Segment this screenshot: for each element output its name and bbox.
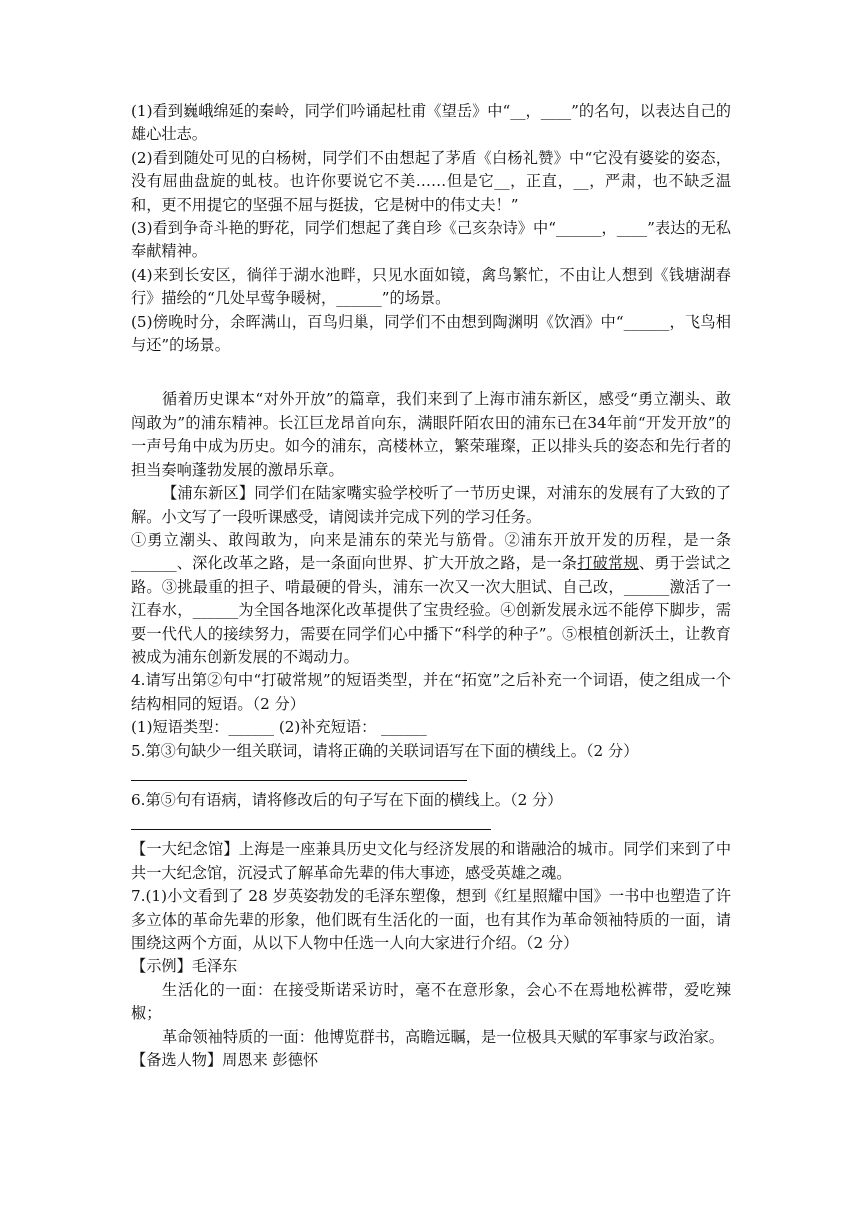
- fill-in-item-3: (3)看到争奇斗艳的野花，同学们想起了龚自珍《己亥杂诗》中“______，____”表达的无私奉献精神。: [131, 219, 731, 261]
- passage: [131, 529, 731, 669]
- question-4-answers: (1)短语类型：______ (2)补充短语： ______: [131, 718, 427, 737]
- example-leader-side: 革命领袖特质的一面：他博览群书，高瞻远瞩，是一位极具天赋的军事家与政治家。: [162, 1027, 724, 1046]
- question-6: 6.第⑤句有语病，请将修改后的句子写在下面的横线上。（2 分）: [131, 790, 563, 809]
- document-page: [131, 100, 731, 1072]
- question-5: 5.第③句缺少一组关联词，请将正确的关联词语写在下面的横线上。（2 分）: [131, 741, 639, 760]
- pudong-intro: 【浦东新区】同学们在陆家嘴实验学校听了一节历史课，对浦东的发展有了大致的了解。小文写了一段听课感受，请阅读并完成下列的学习任务。: [131, 484, 731, 526]
- example-life-side: 生活化的一面：在接受斯诺采访时，毫不在意形象，会心不在焉地松裤带，爱吃辣椒；: [131, 980, 731, 1023]
- fill-in-item-1: (1)看到巍峨绵延的秦岭，同学们吟诵起杜甫《望岳》中“__，____”的名句，以表达自己的雄心壮志。: [131, 102, 731, 144]
- fill-in-item-4: (4)来到长安区，徜徉于湖水池畔，只见水面如镜，禽鸟繁忙，不由让人想到《钱塘湖春行》描绘的“几处早莺争暖树，______”的场景。: [131, 265, 731, 308]
- candidate-figures: 【备选人物】周恩来 彭德怀: [131, 1051, 319, 1070]
- example-label: 【示例】毛泽东: [131, 957, 238, 976]
- section-gap: [131, 357, 731, 388]
- passage-part-2: 、勇于尝试之路。③挑最重的担子、啃最硬的骨头，浦东一次又一次大胆试、自己改，______激活了一江春水，______为全国各地深化改革提供了宝贵经验。④创新发展永远不能停下脚步，需要一代代人的接续努力，需要在同学们心中播下“科学的种子”。⑤根植创新沃土，让教育被成为浦东创新发展的不竭动力。: [131, 554, 732, 666]
- passage-part-1: ①勇立潮头、敢闯敢为，向来是浦东的荣光与筋骨。②浦东开放开发的历程，是一条______、深化改革之路，是一条面向世界、扩大开放之路，是一条: [131, 530, 731, 573]
- passage-underlined-phrase: 打破常规: [577, 554, 639, 573]
- question-4: 4.请写出第②句中“打破常规”的短语类型，并在“拓宽”之后补充一个词语，使之组成一个结构相同的短语。（2 分）: [131, 671, 731, 713]
- answer-line-5[interactable]: [131, 763, 467, 781]
- question-7: 7.(1)小文看到了 28 岁英姿勃发的毛泽东塑像，想到《红星照耀中国》一书中也塑造了许多立体的革命先辈的形象，他们既有生活化的一面，也有其作为革命领袖特质的一面，请围绕这两个方面，从以下人物中任选一人向大家进行介绍。（2 分）: [131, 887, 731, 952]
- fill-in-item-5: (5)傍晚时分，余晖满山，百鸟归巢，同学们不由想到陶渊明《饮酒》中“______，飞鸟相与还”的场景。: [131, 312, 731, 355]
- answer-line-6[interactable]: [131, 812, 491, 830]
- fill-in-item-2: (2)看到随处可见的白杨树，同学们不由想起了茅盾《白杨礼赞》中“它没有婆娑的姿态，没有屈曲盘旋的虬枝。也许你要说它不美……但是它__，正直，__，严肃，也不缺乏温和，更不用提它的坚强不屈与挺拔，它是树中的伟丈夫！”: [131, 148, 731, 214]
- memorial-intro: 【一大纪念馆】上海是一座兼具历史文化与经济发展的和谐融洽的城市。同学们来到了中共一大纪念馆，沉浸式了解革命先辈的伟大事迹，感受英雄之魂。: [131, 840, 731, 882]
- intro-paragraph: 循着历史课本“对外开放”的篇章，我们来到了上海市浦东新区，感受“勇立潮头、敢闯敢为”的浦东精神。长江巨龙昂首向东，满眼阡陌农田的浦东已在34年前“开发开放”的一声号角中成为历史。如今的浦东，高楼林立，繁荣璀璨，正以排头兵的姿态和先行者的担当奏响蓬勃发展的激昂乐章。: [131, 390, 731, 479]
